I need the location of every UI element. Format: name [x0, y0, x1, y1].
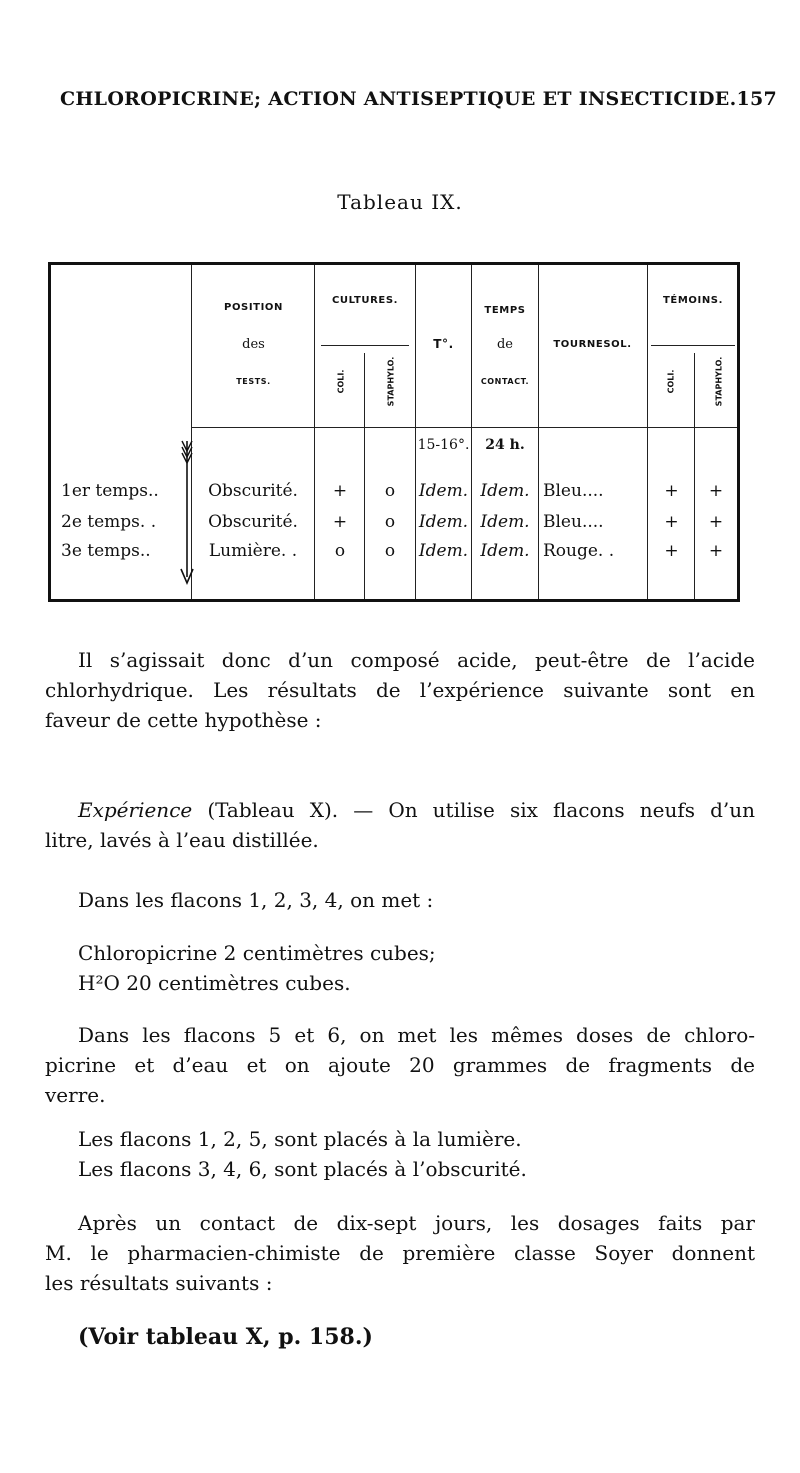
paragraph-flacons-1-4: [45, 885, 755, 915]
text-line: Après un contact de dix-sept jours, les dosages faits par: [78, 1211, 755, 1235]
table-title: Tableau IX.: [337, 190, 463, 214]
row-label: 3e temps..: [61, 541, 151, 561]
page-number: 157: [736, 88, 778, 110]
header-coli: COLI.: [336, 369, 346, 394]
text-line: Les flacons 1, 2, 5, sont placés à la lumière.: [78, 1127, 522, 1151]
row-tournesol: Rouge. .: [543, 541, 615, 561]
subheader-temperature: 15-16°.: [417, 437, 470, 453]
header-position: POSITION: [224, 302, 283, 313]
header-tournesol: TOURNESOL.: [553, 339, 632, 350]
header-contact: CONTACT.: [480, 377, 530, 386]
text-line: litre, lavés à l’eau distillée.: [45, 828, 319, 852]
row-temoins-staphylo: +: [708, 481, 724, 501]
paragraph-results: [45, 1208, 755, 1298]
header-staphylo: STAPHYLO.: [386, 356, 396, 407]
row-staphylo: o: [384, 541, 396, 561]
text-line: chlorhydrique. Les résultats de l’expérience suivante sont en: [45, 678, 755, 702]
row-tournesol: Bleu....: [543, 481, 604, 501]
running-header: [60, 88, 778, 110]
row-temperature: Idem.: [418, 541, 469, 561]
text-line: Les flacons 3, 4, 6, sont placés à l’obscurité.: [78, 1157, 527, 1181]
text-line: Il s’agissait donc d’un composé acide, peut-être de l’acide: [78, 648, 755, 672]
paragraph-hypothesis: [45, 645, 755, 735]
text-line: Dans les flacons 5 et 6, on met les mêmes doses de chloro-: [78, 1023, 755, 1047]
text-line: picrine et d’eau et on ajoute 20 grammes de fragments de: [45, 1053, 755, 1077]
header-cultures: CULTURES.: [331, 295, 399, 306]
header-temoins-staphylo: STAPHYLO.: [714, 356, 724, 407]
running-title: CHLOROPICRINE; ACTION ANTISEPTIQUE ET INSECTICIDE.: [60, 88, 737, 110]
row-temperature: Idem.: [418, 512, 469, 532]
row-temperature: Idem.: [418, 481, 469, 501]
text-line: Chloropicrine 2 centimètres cubes;: [78, 941, 436, 965]
row-position: Obscurité.: [208, 481, 298, 501]
row-coli: o: [334, 541, 346, 561]
row-label: 1er temps..: [61, 481, 159, 501]
paragraph-placement: [45, 1124, 755, 1184]
paragraph-experience: [45, 795, 755, 855]
header-temperature: T°.: [433, 337, 454, 351]
text-line: verre.: [45, 1083, 106, 1107]
header-position-des: des: [242, 337, 265, 352]
header-temps-de: de: [496, 337, 513, 352]
row-tournesol: Bleu....: [543, 512, 604, 532]
header-temoins-coli: COLI.: [666, 369, 676, 394]
experience-text: (Tableau X). — On utilise six flacons neufs d’un: [192, 798, 755, 822]
text-line: faveur de cette hypothèse :: [45, 708, 322, 732]
row-contact: Idem.: [480, 481, 530, 501]
row-position: Obscurité.: [208, 512, 298, 532]
text-line: Dans les flacons 1, 2, 3, 4, on met :: [78, 888, 434, 912]
row-staphylo: o: [384, 512, 396, 532]
text-line: (Voir tableau X, p. 158.): [78, 1324, 373, 1350]
row-contact: Idem.: [480, 512, 530, 532]
subheader-contact: 24 h.: [485, 437, 525, 453]
experience-label: Expérience: [78, 798, 193, 822]
text-line: [45, 795, 755, 825]
row-temoins-coli: +: [664, 541, 679, 561]
text-line: les résultats suivants :: [45, 1271, 273, 1295]
row-coli: +: [332, 512, 348, 532]
row-label: 2e temps. .: [61, 512, 157, 532]
header-tests: TESTS.: [236, 377, 271, 386]
row-temoins-staphylo: +: [708, 512, 724, 532]
paragraph-flacons-5-6: [45, 1020, 755, 1110]
row-position: Lumière. .: [208, 541, 298, 561]
paragraph-see-table: [45, 1322, 755, 1352]
row-temoins-coli: +: [664, 481, 679, 501]
text-line: M. le pharmacien-chimiste de première classe Soyer donnent: [45, 1241, 755, 1265]
row-coli: +: [332, 481, 348, 501]
row-temoins-staphylo: +: [708, 541, 724, 561]
text-line: H²O 20 centimètres cubes.: [78, 971, 351, 995]
row-staphylo: o: [384, 481, 396, 501]
header-temps: TEMPS: [484, 305, 526, 316]
data-table: [48, 262, 740, 602]
paragraph-doses: [45, 938, 755, 998]
row-contact: Idem.: [480, 541, 530, 561]
row-temoins-coli: +: [664, 512, 679, 532]
header-temoins: TÉMOINS.: [663, 295, 723, 306]
